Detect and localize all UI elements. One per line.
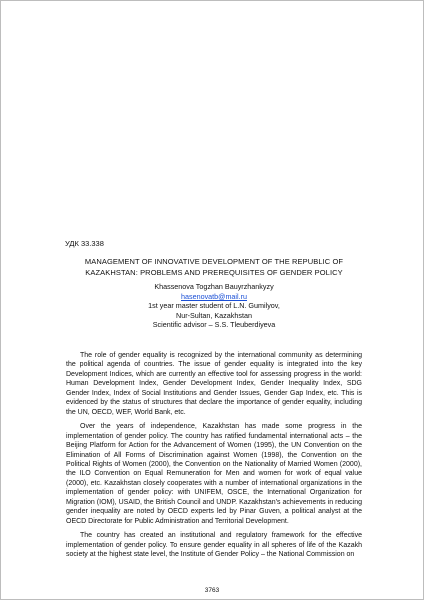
page-number: 3763 — [204, 587, 220, 594]
author-location: Nur-Sultan, Kazakhstan — [176, 310, 252, 320]
paragraph: The country has created an institutional and regulatory framework for the effective implementation of gender policy. To ensure gender equality in all spheres of life of the Kazakh society at the highest state level, the Institute of Gender Policy – the National Commission on — [66, 532, 362, 559]
author-position: 1st year master student of L.N. Gumilyov, — [148, 301, 280, 310]
author-name: Khassenova Togzhan Bauyrzhankyzy — [154, 282, 274, 291]
paragraph: Over the years of independence, Kazakhstan has made some progress in the implementation of gender policy. The country has ratified fundamental international acts – the Beijing Platform for Action for the Advancement of Women (1995), the UN Convention on the Elimination of All Forms of Discrimination against Women (1998), the Convention on the Political Rights of Women (2000), the Convention on the Nationality of Married Women (2000), the ILO Convention on Equal Remuneration for Men and women for work of equal value (2000), etc. Kazakhstan closely cooperates with a number of international organizations in the implementation of gender policy: with UNIFEM, OSCE, the International Organization for Migration (IOM), USAID, the British Council and UNDP. Kazakhstan's achievements in reducing gender inequality are noted by OECD experts led by Pinar Guven, a political analyst at the OECD Directorate for Public Administration and Territorial Development. — [66, 423, 362, 525]
scientific-advisor: Scientific advisor – S.S. Tleuberdiyeva — [152, 320, 276, 329]
body-text — [66, 351, 362, 565]
author-email-link[interactable]: hasenovatb@mail.ru — [180, 291, 248, 301]
author-block — [101, 282, 327, 330]
paper-title: MANAGEMENT OF INNOVATIVE DEVELOPMENT OF THE REPUBLIC OF KAZAKHSTAN: PROBLEMS AND PREREQUISITES OF GENDER POLICY — [84, 257, 344, 277]
udk-code: УДК 33.338 — [65, 239, 104, 248]
paragraph: The role of gender equality is recognized by the international community as determining the political agenda of countries. The issue of gender equality is integrated into the key Development Indices, which are currently an effective tool for assessing progress in the world: Human Development Index, Gender Development Index, Gender Inequality Index, SDG Gender Index, Index of Social Institutions and Gender Issues, Gender Gap Index, etc. This is evidenced by the status of structures that declare the importance of gender equality, including the UN, OECD, WEF, World Bank, etc. — [66, 352, 362, 416]
